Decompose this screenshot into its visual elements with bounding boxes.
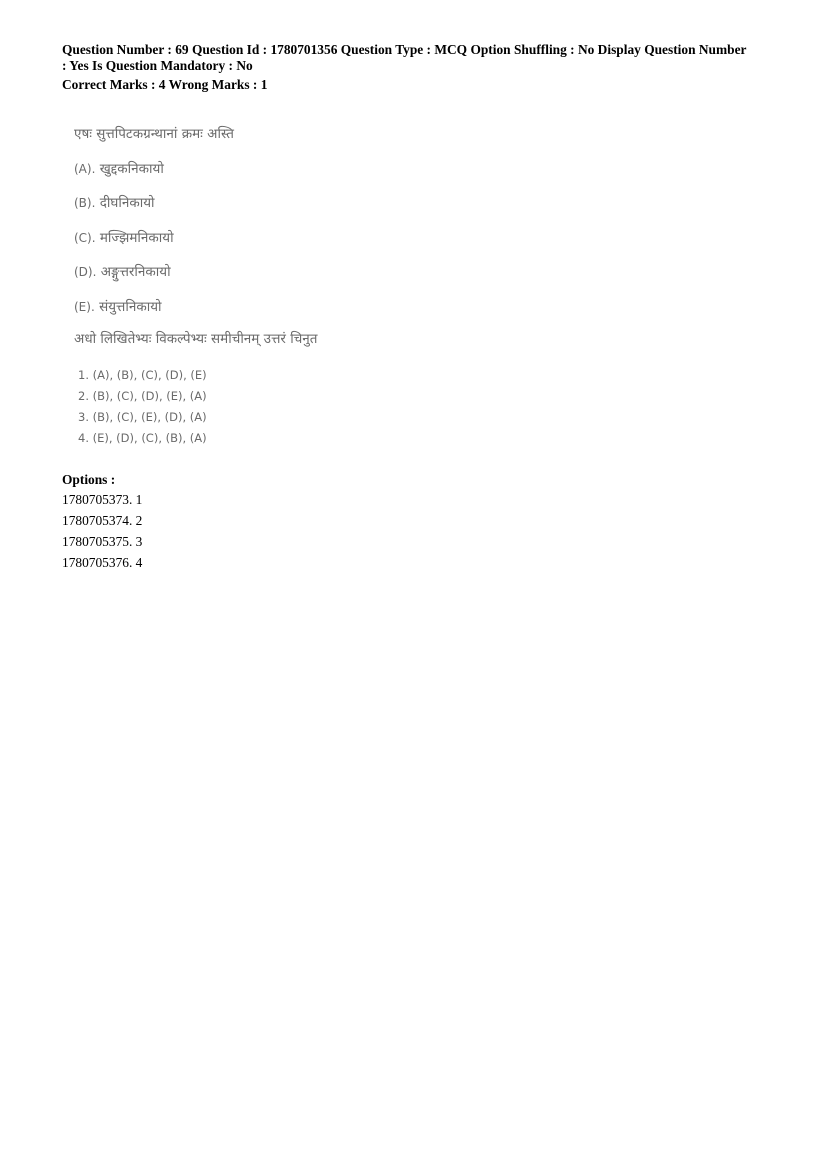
item-text: मज्झिमनिकायो [99,230,174,246]
item-label: (D). [74,265,97,279]
item-text: दीघनिकायो [99,195,155,211]
item-label: (B). [74,196,96,210]
option-row-1: 1780705373. 1 [62,492,143,507]
question-item-d [74,262,171,280]
question-item-b [74,193,155,211]
answer-choice-4: 4. (E), (D), (C), (B), (A) [78,431,207,445]
option-row-4: 1780705376. 4 [62,555,143,570]
item-text: अङ्गुत्तरनिकायो [100,264,171,280]
question-item-e [74,297,162,315]
option-row-3: 1780705375. 3 [62,534,143,549]
item-label: (C). [74,231,96,245]
answer-choice-3: 3. (B), (C), (E), (D), (A) [78,410,207,424]
answer-choice-2: 2. (B), (C), (D), (E), (A) [78,389,207,403]
item-label: (E). [74,300,95,314]
item-text: खुद्दकनिकायो [99,161,164,177]
question-meta-line-2: : Yes Is Question Mandatory : No [62,58,253,73]
question-meta-line-1: Question Number : 69 Question Id : 1780701356 Question Type : MCQ Option Shuffling : No Display Question Number [62,42,747,57]
question-image [62,114,392,456]
item-label: (A). [74,162,96,176]
marks-line: Correct Marks : 4 Wrong Marks : 1 [62,77,268,92]
question-header [62,42,772,93]
options-heading: Options : [62,472,116,487]
item-text: संयुत्तनिकायो [99,299,162,315]
question-item-a [74,159,164,177]
question-item-c [74,228,174,246]
question-stem: एषः सुत्तपिटकग्रन्थानां क्रमः अस्ति [74,126,234,142]
question-prompt: अधो लिखितेभ्यः विकल्पेभ्यः समीचीनम् उत्तरं चिनुत [74,331,318,347]
answer-choice-1: 1. (A), (B), (C), (D), (E) [78,368,207,382]
option-row-2: 1780705374. 2 [62,513,143,528]
